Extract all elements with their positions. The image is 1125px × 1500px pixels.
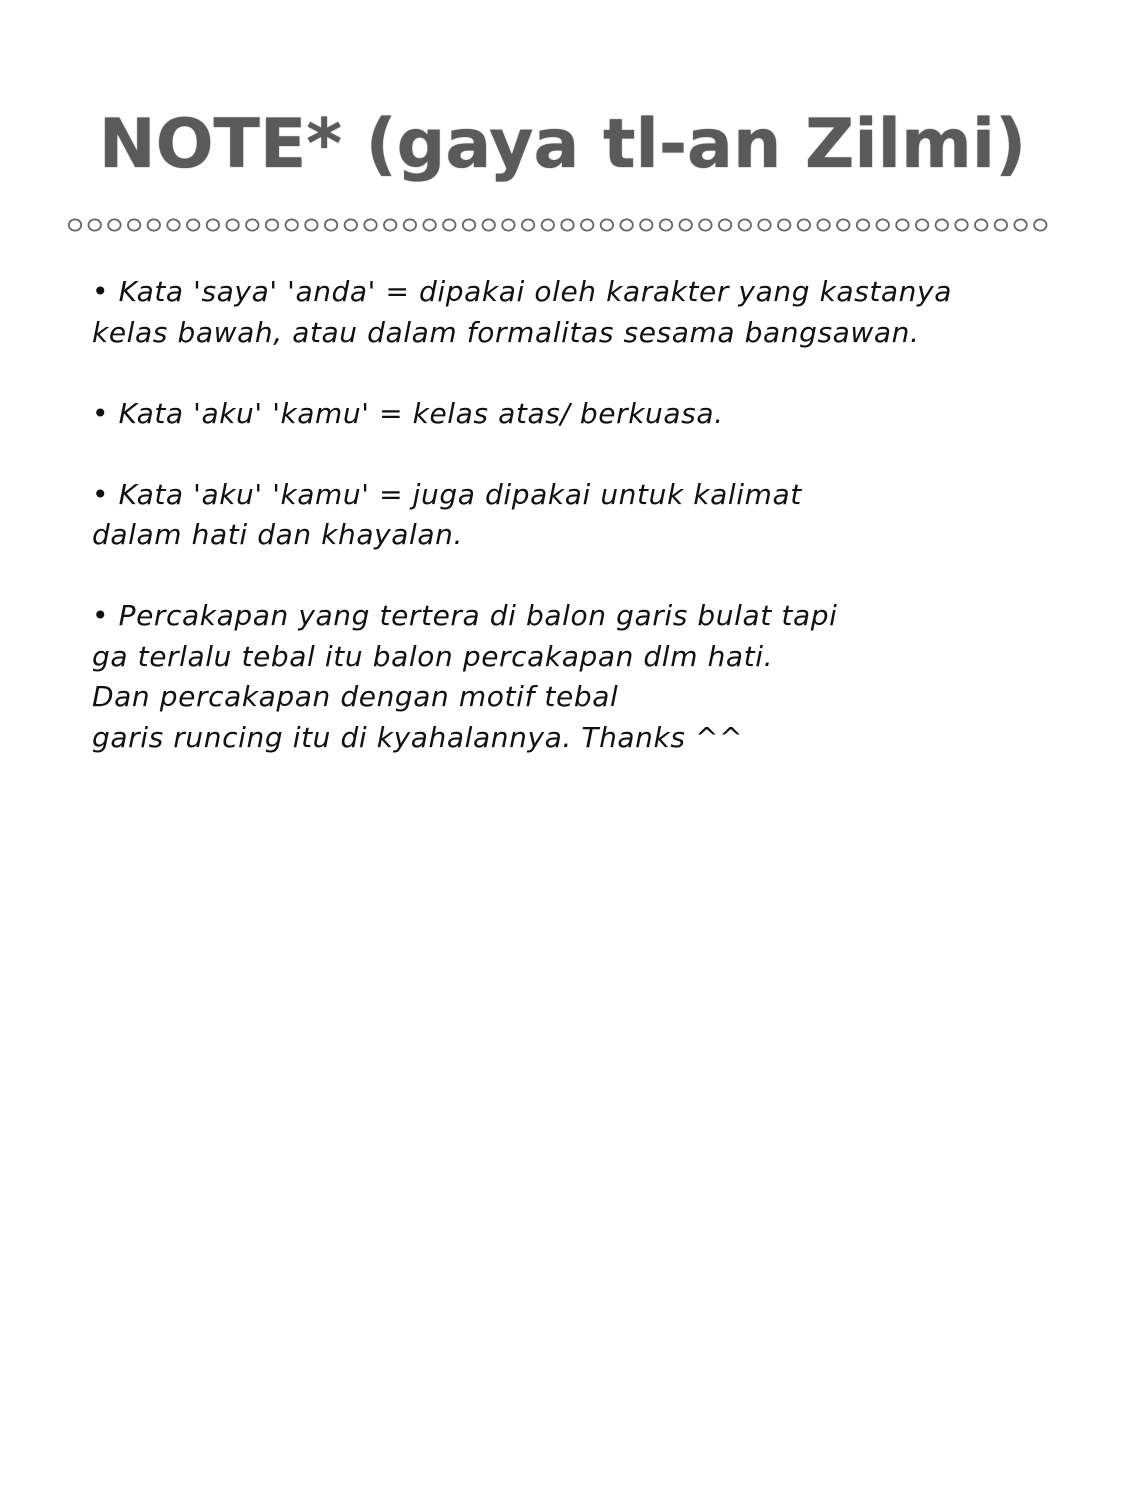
note-paragraph-4 xyxy=(92,596,1082,758)
divider-circle xyxy=(207,219,219,230)
divider-circle xyxy=(226,219,238,230)
divider-circle xyxy=(581,219,593,230)
divider-circle xyxy=(975,219,987,230)
note-paragraph-2 xyxy=(92,394,1082,435)
divider-circle xyxy=(758,219,770,230)
divider-circle xyxy=(167,219,179,230)
divider-circle xyxy=(345,219,357,230)
notes-body xyxy=(92,272,1082,799)
note-line: • Kata 'aku' 'kamu' = kelas atas/ berkuasa. xyxy=(92,396,724,430)
dotted-divider xyxy=(68,216,1053,234)
divider-circle xyxy=(246,219,258,230)
divider-circle xyxy=(936,219,948,230)
divider-circle xyxy=(305,219,317,230)
note-line: Dan percakapan dengan motif tebal xyxy=(92,680,619,713)
divider-circle xyxy=(1034,219,1046,230)
divider-circle xyxy=(1014,219,1026,230)
note-line: dalam hati dan khayalan. xyxy=(92,518,464,551)
divider-circle xyxy=(680,219,692,230)
divider-circle xyxy=(739,219,751,230)
divider-circle xyxy=(817,219,829,230)
divider-circle xyxy=(443,219,455,230)
divider-circle xyxy=(837,219,849,230)
divider-circle xyxy=(542,219,554,230)
note-line: • Percakapan yang tertera di balon garis bulat tapi xyxy=(92,599,838,632)
divider-circle xyxy=(620,219,632,230)
note-paragraph-3 xyxy=(92,475,1082,556)
divider-circle xyxy=(148,219,160,230)
divider-circle xyxy=(108,219,120,230)
divider-circle xyxy=(286,219,298,230)
divider-circle xyxy=(187,219,199,230)
divider-circle xyxy=(916,219,928,230)
note-line: ga terlalu tebal itu balon percakapan dlm hati. xyxy=(92,639,774,673)
divider-circle xyxy=(955,219,967,230)
divider-circle xyxy=(877,219,889,230)
divider-circle xyxy=(89,219,101,230)
divider-circle xyxy=(699,219,711,230)
divider-circle xyxy=(719,219,731,230)
divider-circle xyxy=(640,219,652,230)
divider-circle xyxy=(601,219,613,230)
note-line: • Kata 'saya' 'anda' = dipakai oleh karakter yang kastanya xyxy=(92,275,952,308)
divider-circle xyxy=(857,219,869,230)
page-title: NOTE* (gaya tl-an Zilmi) xyxy=(98,105,1027,184)
divider-circle xyxy=(522,219,534,230)
note-line: kelas bawah, atau dalam formalitas sesama bangsawan. xyxy=(92,315,920,349)
note-paragraph-1 xyxy=(92,272,1082,353)
divider-circle xyxy=(384,219,396,230)
divider-circle xyxy=(128,219,140,230)
divider-circle xyxy=(660,219,672,230)
divider-circle xyxy=(325,219,337,230)
divider-circle xyxy=(423,219,435,230)
note-line: • Kata 'aku' 'kamu' = juga dipakai untuk kalimat xyxy=(92,477,802,511)
divider-circle xyxy=(896,219,908,230)
divider-circle xyxy=(995,219,1007,230)
divider-circle xyxy=(561,219,573,230)
divider-circle xyxy=(69,219,81,230)
divider-circle xyxy=(798,219,810,230)
divider-circle xyxy=(463,219,475,230)
divider-circle xyxy=(404,219,416,230)
divider-circle xyxy=(778,219,790,230)
note-line: garis runcing itu di kyahalannya. Thanks ^^ xyxy=(92,720,744,754)
divider-circle xyxy=(266,219,278,230)
divider-circle xyxy=(364,219,376,230)
divider-circle xyxy=(502,219,514,230)
divider-circle xyxy=(483,219,495,230)
